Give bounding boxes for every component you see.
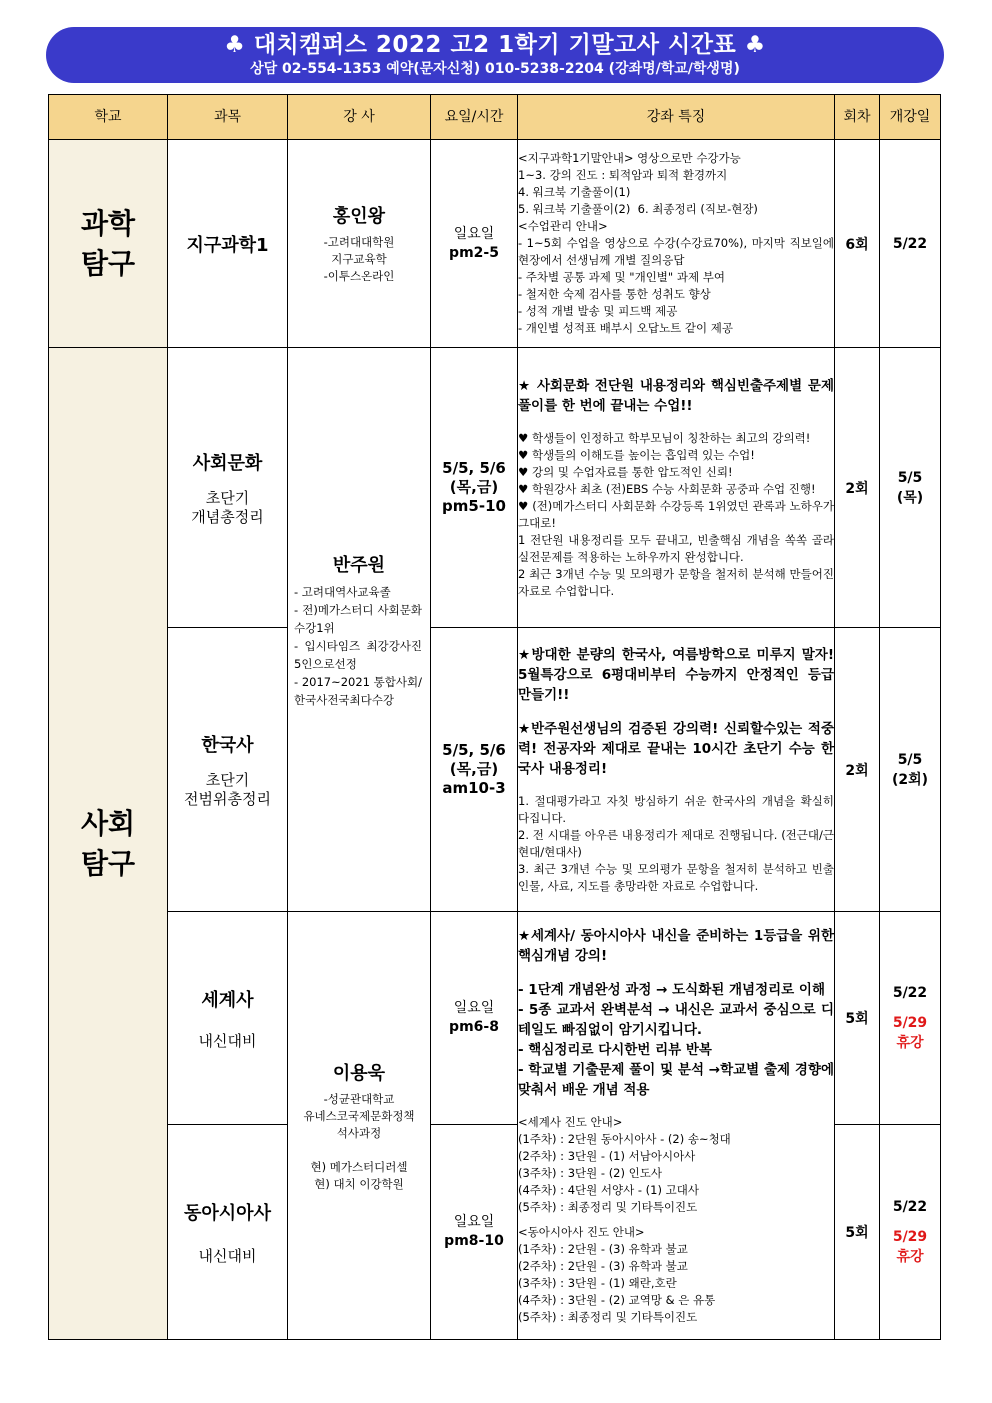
time-day: 일요일 [453, 1000, 495, 1016]
start-date-cell [880, 1125, 941, 1340]
col-header-description: 강좌 특징 [518, 95, 835, 140]
description-line: (3주차) : 3단원 - (2) 인도사 [518, 1165, 662, 1180]
subject-cell [168, 628, 288, 912]
description-line: (4주차) : 4단원 서양사 - (1) 고대사 [518, 1182, 699, 1197]
teacher-cell [288, 912, 431, 1340]
description-line: <동아시아사 진도 안내> [518, 1224, 645, 1239]
time-day: 5/5, 5/6 (목,금) [442, 741, 506, 778]
start-date-cell: 5/5 (2회) [880, 628, 941, 912]
description-line: <지구과학1기말안내> 영상으로만 수강가능 [518, 151, 741, 165]
description-line: 1 전단원 내용정리를 모두 끝내고, 빈출핵심 개념을 쏙쏙 골라 실전문제를 적용하는 노하우까지 완성합니다. [518, 532, 838, 564]
subject-subtitle: 내신대비 [198, 1031, 257, 1050]
description-headline: ★방대한 분량의 한국사, 여름방학으로 미루지 말자! 5월특강으로 6평대비부터 수능까지 안정적인 등급 만들기!! [518, 646, 839, 703]
description-line: (1주차) : 2단원 - (3) 유학과 불교 [518, 1241, 688, 1256]
description-line: <세계사 진도 안내> [518, 1114, 623, 1129]
col-header-subject: 과목 [168, 95, 288, 140]
area-science: 과학 탐구 [49, 140, 168, 348]
time-hours: pm8-10 [444, 1233, 504, 1249]
description-line: ♥ 학원강사 최초 (전)EBS 수능 사회문화 공중파 수업 진행! [518, 481, 816, 496]
col-header-teacher: 강 사 [288, 95, 431, 140]
description-cell [518, 912, 839, 1340]
teacher-name: 홍인왕 [332, 206, 386, 227]
description-line: - 1~5회 수업을 영상으로 수강(수강료70%), 마지막 직보일에 현장에서 선생님께 개별 질의응답 [518, 236, 838, 267]
subject-subtitle: 초단기 전범위총정리 [184, 770, 271, 808]
time-hours: pm5-10 [442, 497, 506, 515]
start-date-cell: 5/5 (목) [880, 348, 941, 628]
teacher-bio: -고려대대학원 지구교육학 -이투스온라인 [323, 235, 395, 283]
count-cell: 5회 [835, 1125, 880, 1340]
description-cell [518, 140, 838, 348]
start-date: 5/22 [892, 1199, 928, 1215]
time-cell [431, 628, 518, 912]
description-line: 3. 최근 3개년 수능 및 모의평가 문항을 철저히 분석하고 빈출 인물, 사료, 지도를 총망라한 자료로 수업합니다. [518, 861, 838, 893]
time-hours: am10-3 [442, 779, 506, 797]
description-line: (2주차) : 2단원 - (3) 유학과 불교 [518, 1258, 688, 1273]
teacher-name: 반주원 [332, 554, 386, 576]
description-cell [518, 348, 838, 628]
table-row [49, 628, 941, 912]
time-cell [431, 1125, 518, 1340]
description-line: (1주차) : 2단원 동아시아사 - (2) 송~청대 [518, 1131, 731, 1146]
description-line: (4주차) : 3단원 - (2) 교역망 & 은 유통 [518, 1292, 716, 1307]
table-header-row [49, 95, 941, 140]
description-line: - 성적 개별 발송 및 피드백 제공 [518, 304, 678, 318]
area-social: 사회 탐구 [49, 348, 168, 1340]
description-line: - 주차별 공통 과제 및 "개인별" 과제 부여 [518, 270, 725, 284]
table-row [49, 348, 941, 628]
time-day: 일요일 [453, 225, 495, 242]
description-line: 1~3. 강의 진도 : 퇴적암과 퇴적 환경까지 [518, 168, 728, 182]
description-headline: ★세계사/ 동아시아사 내신을 준비하는 1등급을 위한 핵심개념 강의! [518, 927, 839, 964]
description-line: (2주차) : 3단원 - (1) 서남아시아사 [518, 1148, 696, 1163]
subject-subtitle: 내신대비 [198, 1246, 257, 1265]
table-row [49, 140, 941, 348]
description-line: (5주차) : 최종정리 및 기타특이진도 [518, 1199, 698, 1214]
subject-cell [168, 348, 288, 628]
description-line: 2 최근 3개년 수능 및 모의평가 문항을 철저히 분석해 만들어진 자료로 수업합니다. [518, 566, 838, 598]
subject-cell [168, 140, 288, 348]
time-cell [431, 140, 518, 348]
time-day: 일요일 [453, 1214, 495, 1230]
holiday-note: 5/29 휴강 [892, 1229, 928, 1265]
holiday-note: 5/29 휴강 [892, 1015, 928, 1051]
description-line: (5주차) : 최종정리 및 기타특이진도 [518, 1309, 698, 1324]
count-cell: 6회 [835, 140, 880, 348]
time-cell [431, 348, 518, 628]
description-line: <수업관리 안내> [518, 219, 608, 233]
time-hours: pm6-8 [449, 1019, 499, 1035]
subject-cell [168, 1125, 288, 1340]
subject-name: 지구과학1 [186, 234, 269, 256]
description-line: - 5종 교과서 완벽분석 → 내신은 교과서 중심으로 디테일도 빠짐없이 암기시킵니다. [518, 1001, 834, 1038]
time-cell [431, 912, 518, 1125]
count-cell: 5회 [835, 912, 880, 1125]
col-header-count: 회차 [835, 95, 880, 140]
teacher-cell [288, 140, 431, 348]
subject-cell [168, 912, 288, 1125]
description-line: 4. 워크북 기출풀이(1) [518, 185, 631, 199]
table-row [49, 912, 941, 1125]
start-date: 5/22 [892, 985, 928, 1001]
description-line: - 철저한 숙제 검사를 통한 성취도 향상 [518, 287, 711, 301]
contact-info: 상담 02-554-1353 예약(문자신청) 010-5238-2204 (강좌명/학교/학생명) [250, 61, 740, 77]
description-line: ♥ 학생들이 인정하고 학부모님이 칭찬하는 최고의 강의력! [518, 430, 811, 445]
col-header-school: 학교 [49, 95, 168, 140]
description-cell [518, 628, 839, 912]
description-line: (3주차) : 3단원 - (1) 왜란,호란 [518, 1275, 677, 1290]
subject-subtitle: 초단기 개념총정리 [191, 488, 264, 526]
description-headline-2: ★반주원선생님의 검증된 강의력! 신뢰할수있는 적중력! 전공자와 제대로 끝내는 10시간 초단기 수능 한국사 내용정리! [518, 720, 834, 777]
description-line: ♥ (전)메가스터디 사회문화 수강등록 1위였던 관록과 노하우가 그대로! [518, 498, 838, 530]
description-line: 5. 워크북 기출풀이(2) 6. 최종정리 (직보-현장) [518, 202, 758, 216]
teacher-cell [288, 348, 431, 912]
subject-name: 세계사 [201, 989, 254, 1011]
description-line: 1. 절대평가라고 자칫 방심하기 쉬운 한국사의 개념을 확실히 다집니다. [518, 793, 838, 825]
teacher-bio: -성균관대학교 유네스코국제문화정책 석사과정 현) 메가스터디러셀 현) 대치 이강학원 [303, 1091, 415, 1191]
subject-name: 동아시아사 [184, 1202, 271, 1224]
description-line: - 학교별 기출문제 풀이 및 분석 →학교별 출제 경향에 맞춰서 배운 개념 적용 [518, 1061, 839, 1098]
description-line: - 핵심정리로 다시한번 리뷰 반복 [518, 1041, 712, 1058]
schedule-table [48, 94, 941, 1340]
col-header-time: 요일/시간 [431, 95, 518, 140]
title-banner [46, 27, 944, 83]
start-date-cell [880, 912, 941, 1125]
subject-name: 한국사 [201, 734, 254, 756]
teacher-name: 이용욱 [332, 1062, 386, 1084]
count-cell: 2회 [835, 348, 880, 628]
description-line: ♥ 강의 및 수업자료를 통한 압도적인 신뢰! [518, 464, 733, 479]
teacher-bio: - 고려대역사교육졸 - 전)메가스터디 사회문화 수강1위 - 입시타임즈 최강강사진5인으로선정 - 2017~2021 통합사회/한국사전국최다수강 [294, 584, 422, 707]
time-day: 5/5, 5/6 (목,금) [442, 459, 506, 496]
subject-name: 사회문화 [192, 452, 263, 474]
time-hours: pm2-5 [449, 244, 499, 261]
count-cell: 2회 [835, 628, 880, 912]
description-line: - 1단계 개념완성 과정 → 도식화된 개념정리로 이해 [518, 981, 825, 998]
description-line: - 개인별 성적표 배부시 오답노트 같이 제공 [518, 321, 733, 335]
description-headline: ★ 사회문화 전단원 내용정리와 핵심빈출주제별 문제풀이를 한 번에 끝내는 수업!! [518, 377, 834, 414]
start-date-cell: 5/22 [880, 140, 941, 348]
page-title: ♣ 대치캠퍼스 2022 고2 1학기 기말고사 시간표 ♣ [224, 32, 766, 58]
col-header-start-date: 개강일 [880, 95, 941, 140]
description-line: 2. 전 시대를 아우른 내용정리가 제대로 진행됩니다. (전근대/근현대/현대사) [518, 827, 834, 859]
description-line: ♥ 학생들의 이해도를 높이는 흡입력 있는 수업! [518, 447, 755, 462]
